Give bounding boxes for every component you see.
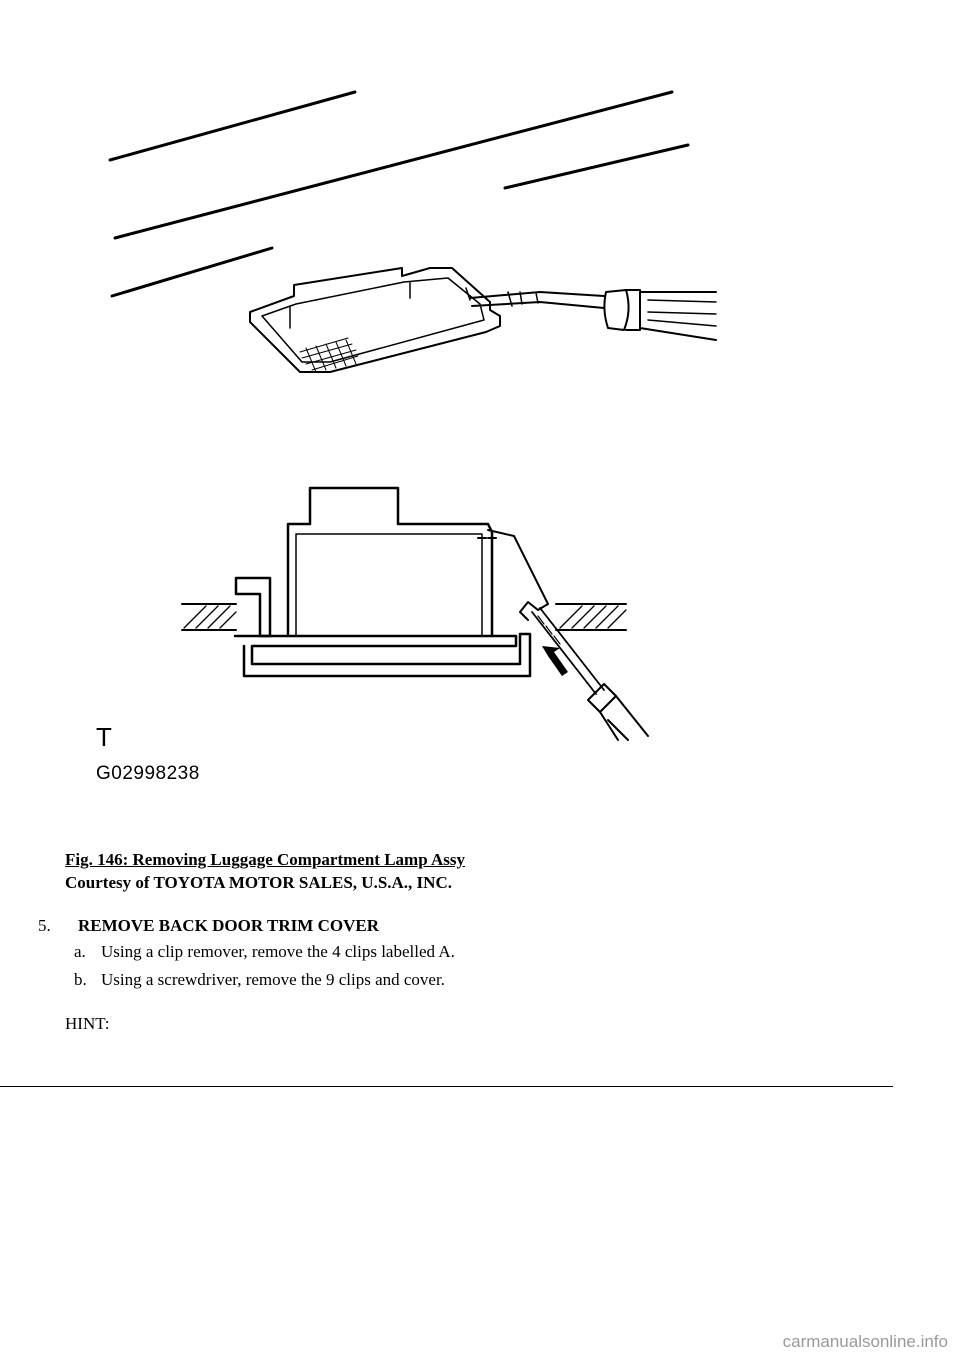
watermark: carmanualsonline.info xyxy=(782,1332,948,1351)
figure-label-t: T xyxy=(96,722,112,752)
page-divider xyxy=(0,1086,893,1087)
substep-text: Using a clip remover, remove the 4 clips labelled A. xyxy=(101,942,455,961)
substep-list xyxy=(74,940,455,996)
caption-title: Fig. 146: Removing Luggage Compartment Lamp Assy xyxy=(65,850,465,869)
list-item xyxy=(74,940,455,963)
substep-text: Using a screwdriver, remove the 9 clips and cover. xyxy=(101,970,445,989)
step-number: 5. xyxy=(38,916,51,935)
figure-code: G02998238 xyxy=(96,763,200,784)
figure-caption xyxy=(65,848,465,894)
list-item xyxy=(74,968,455,991)
hint-label: HINT: xyxy=(65,1014,110,1033)
caption-courtesy: Courtesy of TOYOTA MOTOR SALES, U.S.A., INC. xyxy=(65,873,452,892)
substep-letter: a. xyxy=(74,942,86,961)
step-heading: REMOVE BACK DOOR TRIM COVER xyxy=(78,916,379,935)
substep-letter: b. xyxy=(74,970,87,989)
procedure-step xyxy=(38,914,379,937)
